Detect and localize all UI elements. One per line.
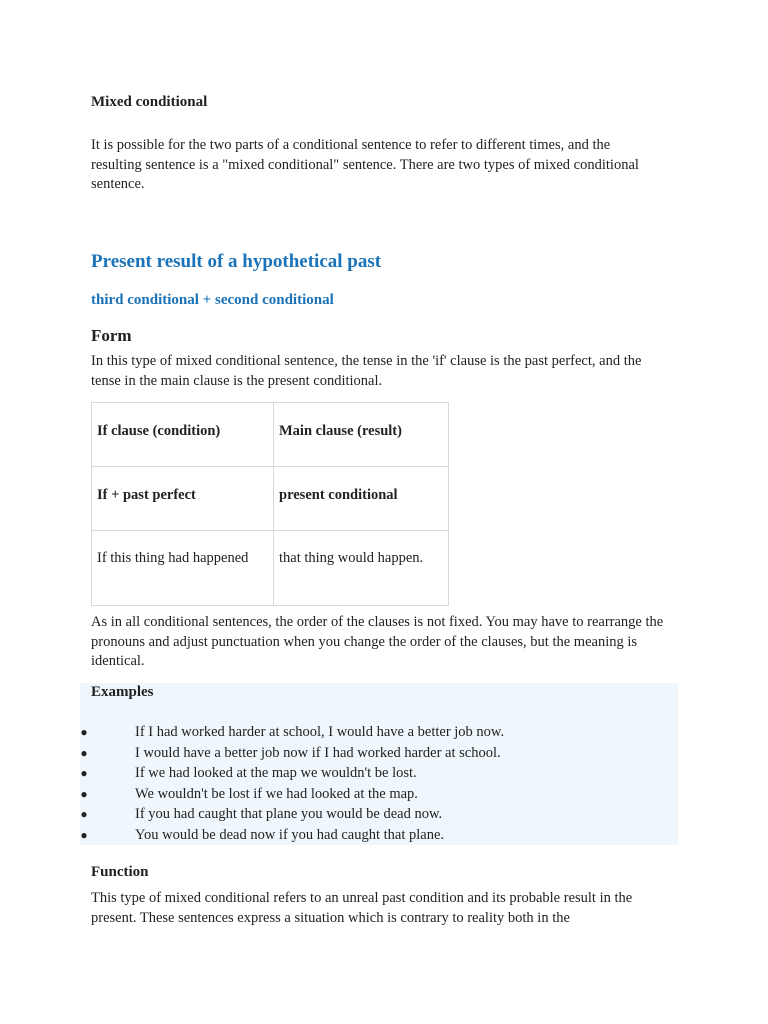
example-text: If you had caught that plane you would be dead now. [135,806,443,822]
example-text: I would have a better job now if I had worked harder at school. [135,744,501,761]
section-subtitle: third conditional + second conditional [91,292,334,308]
function-paragraph: This type of mixed conditional refers to an unreal past condition and its probable result in the present. These sentences express a situation which is contrary to reality both in the [91,890,633,926]
table-row [92,467,449,531]
list-item [79,784,504,805]
function-heading: Function [91,864,149,880]
example-text: We wouldn't be lost if we had looked at the map. [135,785,418,802]
example-text: If we had looked at the map we wouldn't be lost. [135,765,417,781]
intro-paragraph: It is possible for the two parts of a conditional sentence to refer to different times, and the resulting sentence is a "mixed conditional" sentence. There are two types of mixed conditional sentence. [91,137,639,192]
bullet-icon: ● [80,725,88,739]
document-title: Mixed conditional [91,94,208,110]
section-title: Present result of a hypothetical past [91,251,382,272]
bullet-icon: ● [80,807,88,821]
form-paragraph: In this type of mixed conditional sentence, the tense in the 'if' clause is the past perfect, and the tense in the main clause is the present conditional. [91,353,642,389]
table-header-cell: If clause (condition) [92,403,274,467]
table-row [92,531,449,606]
table-cell: present conditional [274,467,449,531]
table-cell: If + past perfect [92,467,274,531]
table-header-cell: Main clause (result) [274,403,449,467]
list-item [79,804,504,825]
order-paragraph: As in all conditional sentences, the order of the clauses is not fixed. You may have to rearrange the pronouns and adjust punctuation when you change the order of the clauses, but the meaning is identical. [91,614,664,669]
bullet-icon: ● [80,745,88,760]
bullet-icon: ● [80,766,88,780]
table-cell: that thing would happen. [274,531,449,606]
table-cell: If this thing had happened [92,531,274,606]
list-item [79,763,504,784]
form-heading: Form [91,326,132,345]
example-text: You would be dead now if you had caught that plane. [135,826,445,843]
list-item [79,743,504,764]
list-item [79,722,504,743]
bullet-icon: ● [80,827,88,842]
list-item [79,825,504,846]
table-header-row [92,403,449,467]
example-text: If I had worked harder at school, I would have a better job now. [135,724,505,740]
examples-heading: Examples [91,684,154,700]
bullet-icon: ● [80,786,88,801]
form-table [91,402,449,606]
examples-list [79,722,504,845]
